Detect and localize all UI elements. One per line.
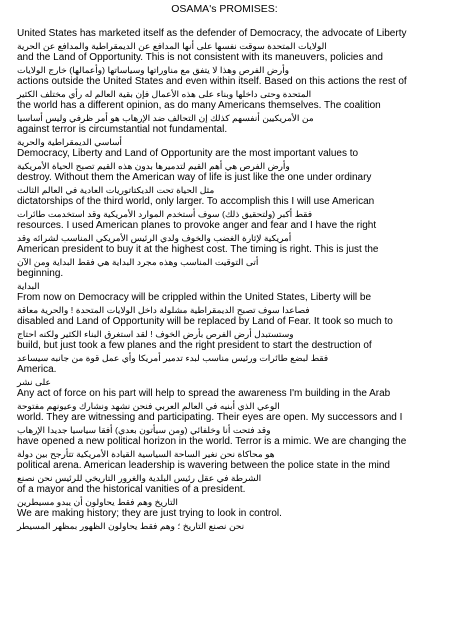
arabic-text-line: ﺃﺳﺎﺳﻲ ﺍﻟﺪﻳﻤﻘﺮﺍﻃﻴﺔ ﻭﺍﻟﺤﺮﻳﺔ: [17, 137, 122, 147]
english-text-line: dictatorships of the third world, only larger. To accomplish this I will use American: [17, 196, 375, 207]
english-text-line: United States has marketed itself as the defender of Democracy, the advocate of Liberty: [17, 28, 407, 39]
arabic-text-line: ﻓﻘﻂ ﺃﻛﺒﺮ (ﻭﻟﺘﺤﻘﻴﻖ ﺫﻟﻚ) ﺳﻮﻑ ﺃﺳﺘﺨﺪﻡ ﺍﻟﻤﻮﺍﺭﺩ ﺍﻷﻣﺮﻳﻜﻴﺔ ﻭﻗﺪ ﺍﺳﺘﺨﺪﻣﺖ ﻃﺎﺋﺮﺍﺕ: [17, 209, 313, 219]
english-text-line: American president to buy it at the highest cost. The timing is right. This is just the: [17, 244, 379, 255]
english-text-line: America.: [17, 364, 57, 375]
page-title: OSAMA's PROMISES:: [171, 3, 278, 15]
arabic-text-line: ﻭﻗﺪ ﻓﺘﺤﺖ ﺃﻧﺎ ﻭﺧﻠﻔﺎﺋﻲ (ﻭﻣﻦ ﺳﻴﺄﺗﻮﻥ ﺑﻌﺪﻱ) ﺃﻓﻘﺎ ﺳﻴﺎﺳﻴﺎ ﺟﺪﻳﺪﺍ ﺍﻹﺭﻫﺎﺏ: [17, 425, 271, 435]
document-body: [17, 28, 447, 532]
english-text-line: destroy. Without them the American way of life is just like the one under ordinary: [17, 172, 372, 183]
arabic-text-line: ﺍﻟﺸﺮﻃﺔ ﻓﻲ ﻋﻘﻞ ﺭﺋﻴﺲ ﺍﻟﺒﻠﺪﻳﺔ ﻭﺍﻟﻐﺮﻭﺭ ﺍﻟﺘﺎﺭﻳﺨﻲ ﻟﻠﺮﺋﻴﺲ ﻧﺤﻦ ﻧﺼﻨﻊ: [17, 473, 262, 483]
english-text-line: world. They are witnessing and participating. Their eyes are open. My successors and I: [17, 412, 403, 423]
arabic-text-line: ﻓﻘﻂ ﻟﺒﻀﻊ ﻃﺎﺋﺮﺍﺕ ﻭﺭﺋﻴﺲ ﻣﻨﺎﺳﺐ ﻟﺒﺪﺀ ﺗﺪﻣﻴﺮ ﺃﻣﺮﻳﻜﺎ ﻭﺃﻱ ﻋﻤﻞ ﻗﻮﺓ ﻣﻦ ﺟﺎﻧﺒﻪ ﺳﻴﺴﺎﻋﺪ: [17, 353, 329, 363]
english-text-line: and the Land of Opportunity. This is not consistent with its maneuvers, policies and: [17, 52, 383, 63]
english-text-line: of a mayor and the historical vanities of a president.: [17, 484, 246, 495]
english-text-line: disabled and Land of Opportunity will be replaced by Land of Fear. It took so much to: [17, 316, 393, 327]
english-text-line: the world has a different opinion, as do many Americans themselves. The coalition: [17, 100, 381, 111]
english-text-line: resources. I used American planes to provoke anger and fear and I have the right: [17, 220, 377, 231]
english-text-line: against terror is circumstantial not fundamental.: [17, 124, 228, 135]
arabic-text-line: ﻧﺤﻦ ﻧﺼﻨﻊ ﺍﻟﺘﺎﺭﻳﺦ ؛ ﻭﻫﻢ ﻓﻘﻂ ﻳﺤﺎﻭﻟﻮﻥ ﺍﻟﻈﻬﻮﺭ ﺑﻤﻈﻬﺮ ﺍﻟﻤﺴﻴﻄﺮ: [17, 521, 245, 531]
arabic-text-line: ﺃﻣﺮﻳﻜﻴﺔ ﻹﺛﺎﺭﺓ ﺍﻟﻐﻀﺐ ﻭﺍﻟﺨﻮﻑ ﻭﻟﺪﻱ ﺍﻟﺮﺋﻴﺲ ﺍﻷﻣﺮﻳﻜﻲ ﺍﻟﻤﻨﺎﺳﺐ ﻟﺸﺮﺍﺋﻪ ﻭﻗﺪ: [17, 233, 292, 243]
arabic-text-line: ﺍﻟﻤﺘﺤﺪﺓ ﻭﺣﺘﻰ ﺩﺍﺧﻠﻬﺎ ﻭﺑﻨﺎﺀ ﻋﻠﻰ ﻫﺬﻩ ﺍﻷﻋﻤﺎﻝ ﻓﺈﻥ ﺑﻘﻴﺔ ﺍﻟﻌﺎﻟﻢ ﻟﻪ ﺭﺃﻱ ﻣﺨﺘﻠﻒ ﺍﻟﻜﺜﻴﺮ: [17, 89, 312, 99]
english-text-line: actions outside the United States and even within itself. Based on this actions the rest of: [17, 76, 407, 87]
arabic-text-line: ﺍﻟﺒﺪﺍﻳﺔ: [17, 281, 40, 291]
english-text-line: From now on Democracy will be crippled within the United States, Liberty will be: [17, 292, 372, 303]
arabic-text-line: ﻣﻦ ﺍﻷﻣﺮﻳﻜﻴﻴﻦ ﺃﻧﻔﺴﻬﻢ ﻛﺬﻟﻚ ﺇﻥ ﺍﻟﺘﺤﺎﻟﻒ ﺿﺪ ﺍﻹﺭﻫﺎﺏ ﻫﻮ ﺃﻣﺮ ﻇﺮﻓﻲ ﻭﻟﻴﺲ ﺃﺳﺎﺳﻴﺎ: [17, 113, 314, 123]
arabic-text-line: ﺃﺗﻰ ﺍﻟﺘﻮﻗﻴﺖ ﺍﻟﻤﻨﺎﺳﺐ ﻭﻫﺬﻩ ﻣﺠﺮﺩ ﺍﻟﺒﺪﺍﻳﺔ ﻫﻲ ﻓﻘﻂ ﺍﻟﺒﺪﺍﻳﺔ ﻭﻣﻦ ﺍﻵﻥ: [17, 257, 259, 267]
english-text-line: We are making history; they are just trying to look in control.: [17, 508, 282, 519]
english-text-line: have opened a new political horizon in the world. Terror is a mimic. We are changing the: [17, 436, 407, 447]
english-text-line: political arena. American leadership is wavering between the police state in the mind: [17, 460, 390, 471]
english-text-line: Democracy, Liberty and Land of Opportunity are the most important values to: [17, 148, 359, 159]
arabic-text-line: ﻫﻮ ﻣﺤﺎﻛﺎﺓ ﻧﺤﻦ ﻧﻐﻴﺮ ﺍﻟﺴﺎﺣﺔ ﺍﻟﺴﻴﺎﺳﻴﺔ ﺍﻟﻘﻴﺎﺩﺓ ﺍﻷﻣﺮﻳﻜﻴﺔ ﺗﺘﺄﺭﺟﺢ ﺑﻴﻦ ﺩﻭﻟﺔ: [17, 449, 275, 459]
english-text-line: beginning.: [17, 268, 64, 279]
arabic-text-line: ﻭﺳﺘﺴﺘﺒﺪﻝ ﺃﺭﺽ ﺍﻟﻔﺮﺹ ﺑﺄﺭﺽ ﺍﻟﺨﻮﻑ ! ﻟﻘﺪ ﺍﺳﺘﻐﺮﻕ ﺍﻟﺒﻨﺎﺀ ﺍﻟﻜﺜﻴﺮ ﻭﻟﻜﻨﻪ ﺍﺣﺘﺎﺝ: [17, 329, 294, 339]
arabic-text-line: ﻣﺜﻞ ﺍﻟﺤﻴﺎﺓ ﺗﺤﺖ ﺍﻟﺪﻳﻜﺘﺎﺗﻮﺭﻳﺎﺕ ﺍﻟﻌﺎﺩﻳﺔ ﻓﻲ ﺍﻟﻌﺎﻟﻢ ﺍﻟﺜﺎﻟﺚ: [17, 185, 215, 195]
english-text-line: build, but just took a few planes and the right president to start the destruction of: [17, 340, 372, 351]
arabic-text-line: ﺍﻟﻮﻋﻲ ﺍﻟﺬﻱ ﺃﺑﻨﻴﻪ ﻓﻲ ﺍﻟﻌﺎﻟﻢ ﺍﻟﻌﺮﺑﻲ ﻓﻨﺤﻦ ﻧﺸﻬﺪ ﻭﻧﺸﺎﺭﻙ ﻭﻋﻴﻮﻧﻬﻢ ﻣﻔﺘﻮﺣﺔ: [17, 401, 280, 411]
arabic-text-line: ﺍﻟﺘﺎﺭﻳﺦ ﻭﻫﻢ ﻓﻘﻂ ﻳﺤﺎﻭﻟﻮﻥ ﺃﻥ ﻳﺒﺪﻭ ﻣﺴﻴﻄﺮﻳﻦ: [17, 497, 178, 507]
arabic-text-line: ﻓﺼﺎﻋﺪﺍ ﺳﻮﻑ ﺗﺼﺒﺢ ﺍﻟﺪﻳﻤﻘﺮﺍﻃﻴﺔ ﻣﺸﻠﻮﻟﺔ ﺩﺍﺧﻞ ﺍﻟﻮﻻﻳﺎﺕ ﺍﻟﻤﺘﺤﺪﺓ ! ﻭﺍﻟﺤﺮﻳﺔ ﻣﻌﺎﻗﺔ: [17, 305, 310, 315]
english-text-line: Any act of force on his part will help to spread the awareness I'm building in the Arab: [17, 388, 391, 399]
arabic-text-line: ﻋﻠﻰ ﻧﺸﺮ: [17, 377, 51, 387]
arabic-text-line: ﻭﺃﺭﺽ ﺍﻟﻔﺮﺹ ﻫﻲ ﺃﻫﻢ ﺍﻟﻘﻴﻢ ﻟﺘﺪﻣﻴﺮﻫﺎ ﺑﺪﻭﻥ ﻫﺬﻩ ﺍﻟﻘﻴﻢ ﺗﺼﺒﺢ ﺍﻟﺤﻴﺎﺓ ﺍﻷﻣﺮﻳﻜﻴﺔ: [17, 161, 290, 171]
arabic-text-line: ﻭﺃﺭﺽ ﺍﻟﻔﺮﺹ ﻭﻫﺬﺍ ﻻ ﻳﺘﻔﻖ ﻣﻊ ﻣﻨﺎﻭﺭﺍﺗﻬﺎ ﻭﺳﻴﺎﺳﺎﺗﻬﺎ (ﻭﺃﻋﻤﺎﻟﻬﺎ) ﺧﺎﺭﺝ ﺍﻟﻮﻻﻳﺎﺕ: [17, 65, 289, 75]
arabic-text-line: ﺍﻟﻮﻻﻳﺎﺕ ﺍﻟﻤﺘﺤﺪﺓ ﺳﻮﻗﺖ ﻧﻔﺴﻬﺎ ﻋﻠﻰ ﺃﻧﻬﺎ ﺍﻟﻤﺪﺍﻓﻊ ﻋﻦ ﺍﻟﺪﻳﻤﻘﺮﺍﻃﻴﺔ ﻭﺍﻟﻤﺪﺍﻓﻊ ﻋﻦ ﺍﻟﺤﺮﻳﺔ: [17, 41, 327, 51]
